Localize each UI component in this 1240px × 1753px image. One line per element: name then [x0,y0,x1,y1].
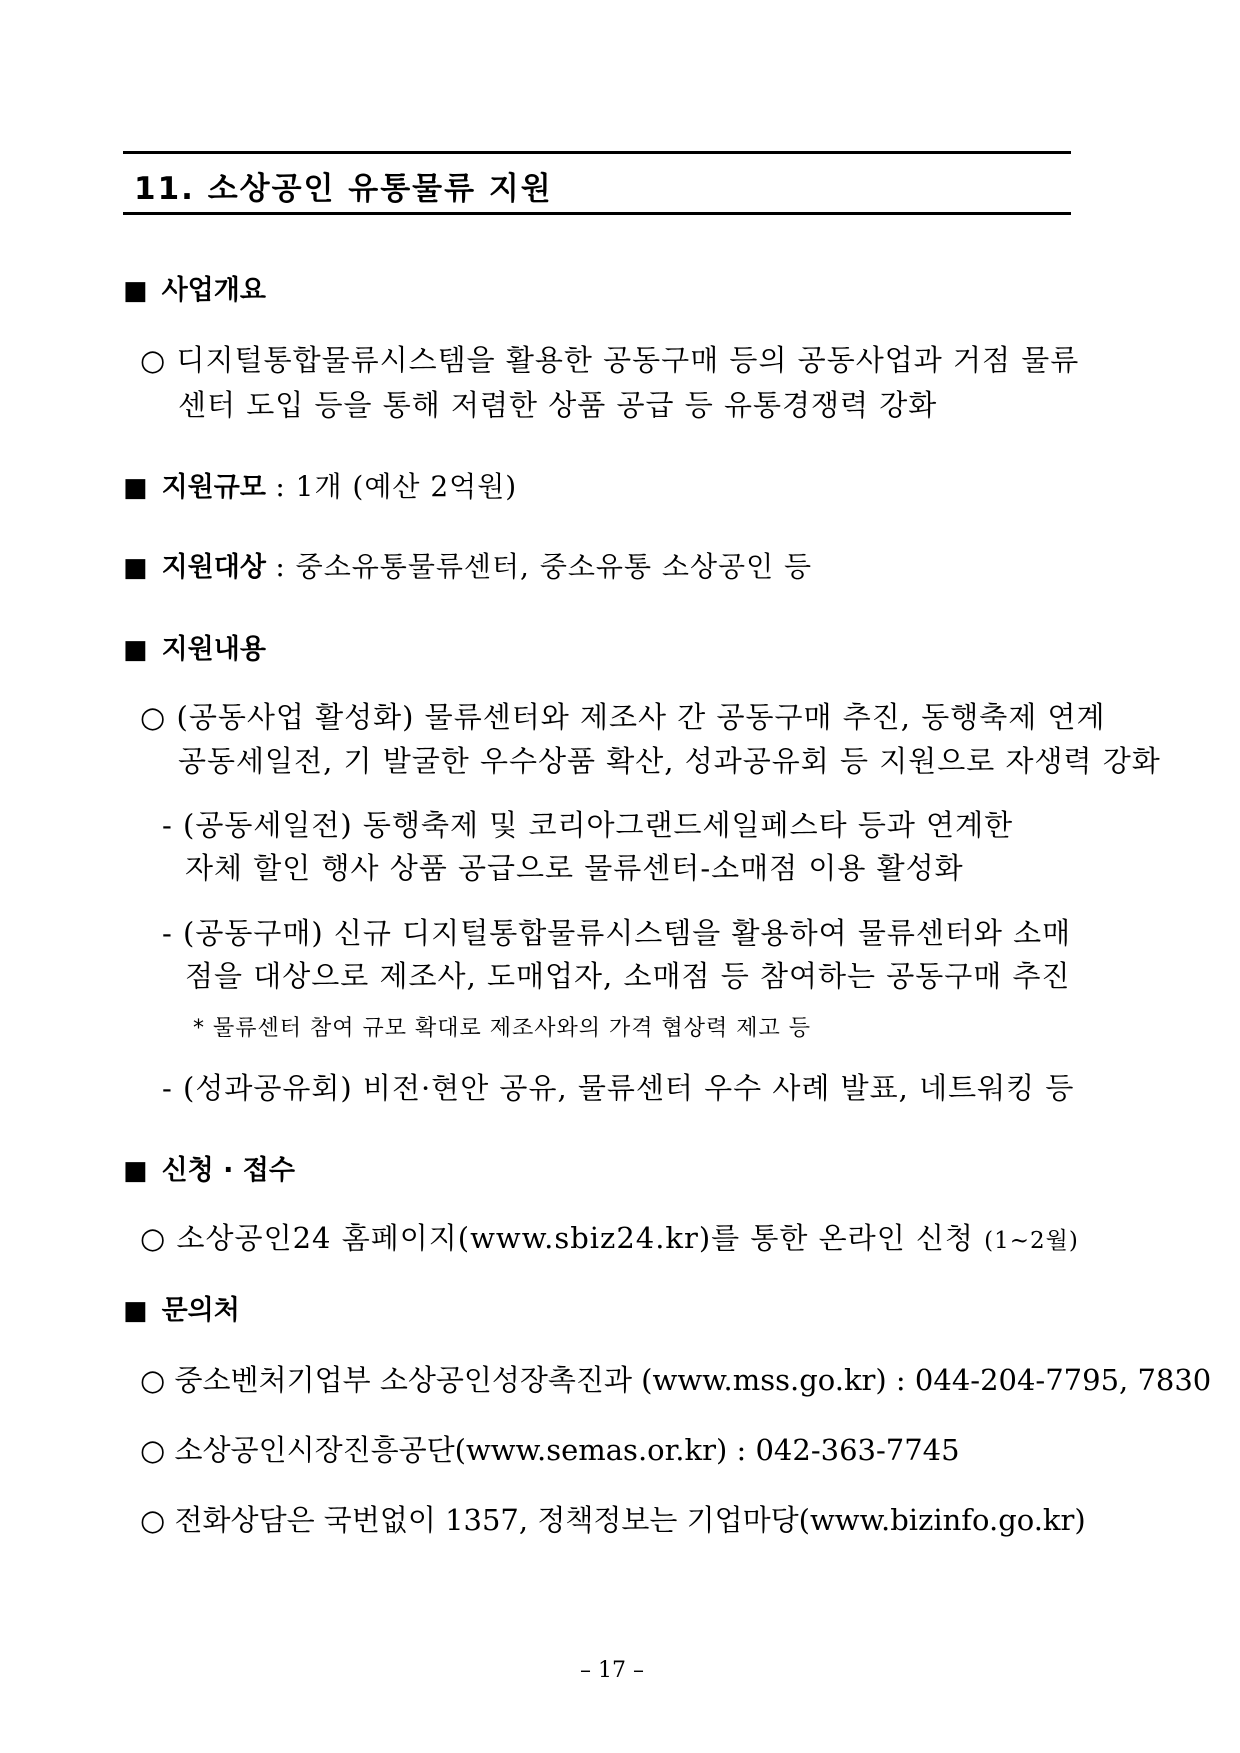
content-line-1: ○ (공동사업 활성화) 물류센터와 제조사 간 공동구매 추진, 동행축제 연계 [140,700,1106,734]
content-sub2-line-1: - (공동구매) 신규 디지털통합물류시스템을 활용하여 물류센터와 소매 [162,916,1072,950]
apply-period: (1~2월) [984,1228,1079,1254]
contact-line-1: ○ 중소벤처기업부 소상공인성장촉진과 (www.mss.go.kr) : 044-204-7795, 7830 [140,1363,1212,1397]
page-title: 11. 소상공인 유통물류 지원 [134,171,553,207]
content-note: * 물류센터 참여 규모 확대로 제조사와의 가격 협상력 제고 등 [193,1016,811,1041]
title-bottom-rule [123,212,1071,215]
content-sub1-line-2: 자체 할인 행사 상품 공급으로 물류센터-소매점 이용 활성화 [185,851,964,885]
content-sub2-line-2: 점을 대상으로 제조사, 도매업자, 소매점 등 참여하는 공동구매 추진 [185,959,1071,993]
square-bullet-icon: ■ [123,1296,148,1326]
page-number: – 17 – [580,1658,644,1683]
content-line-2: 공동세일전, 기 발굴한 우수상품 확산, 성과공유회 등 지원으로 자생력 강화 [178,744,1161,778]
contact-line-3: ○ 전화상담은 국번없이 1357, 정책정보는 기업마당(www.bizinfo.go.kr) [140,1503,1086,1537]
section-heading-content: ■ 지원내용 [123,634,266,665]
square-bullet-icon: ■ [123,553,148,583]
overview-line-1: ○ 디지털통합물류시스템을 활용한 공동구매 등의 공동사업과 거점 물류 [140,343,1080,377]
overview-line-2: 센터 도입 등을 통해 저렴한 상품 공급 등 유통경쟁력 강화 [178,388,938,422]
section-heading-apply: ■ 신청 · 접수 [123,1155,295,1186]
title-top-rule [123,151,1071,154]
square-bullet-icon: ■ [123,276,148,306]
section-heading-target: ■ 지원대상 : 중소유통물류센터, 중소유통 소상공인 등 [123,550,813,583]
apply-line-1-text: ○ 소상공인24 홈페이지(www.sbiz24.kr)를 통한 온라인 신청 [140,1221,974,1255]
contact-line-2: ○ 소상공인시장진흥공단(www.semas.or.kr) : 042-363-7745 [140,1433,960,1467]
square-bullet-icon: ■ [123,473,148,503]
scale-text: : 1개 (예산 2억원) [275,470,518,503]
section-heading-contact: ■ 문의처 [123,1295,240,1326]
section-heading-scale: ■ 지원규모 : 1개 (예산 2억원) [123,470,518,503]
square-bullet-icon: ■ [123,1156,148,1186]
content-sub3-line-1: - (성과공유회) 비전·현안 공유, 물류센터 우수 사례 발표, 네트워킹 등 [162,1071,1075,1105]
square-bullet-icon: ■ [123,635,148,665]
target-text: : 중소유통물류센터, 중소유통 소상공인 등 [275,550,813,583]
content-sub1-line-1: - (공동세일전) 동행축제 및 코리아그랜드세일페스타 등과 연계한 [162,808,1014,842]
section-heading-overview: ■ 사업개요 [123,275,266,306]
apply-line-1 [140,1216,1079,1257]
